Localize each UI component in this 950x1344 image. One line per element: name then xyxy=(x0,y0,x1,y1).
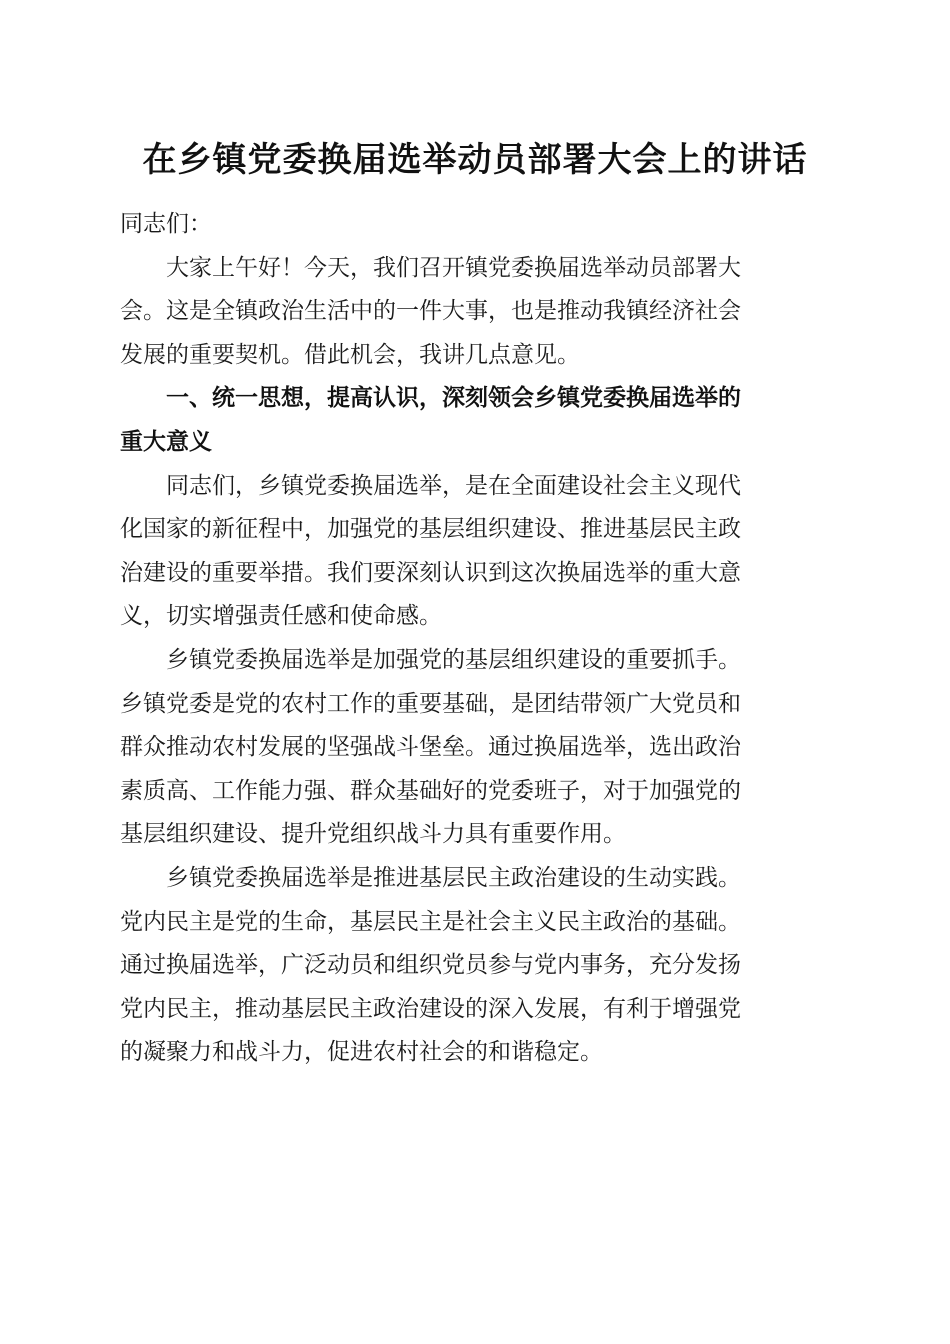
text-line: 党内民主是党的生命，基层民主是社会主义民主政治的基础。 xyxy=(120,908,741,935)
paragraph-democracy xyxy=(120,857,830,1075)
text-line: 治建设的重要举措。我们要深刻认识到这次换届选举的重大意 xyxy=(120,559,741,586)
text-line: 化国家的新征程中，加强党的基层组织建设、推进基层民主政 xyxy=(120,516,741,543)
text-line: 同志们，乡镇党委换届选举，是在全面建设社会主义现代 xyxy=(166,472,741,499)
text-line: 党内民主，推动基层民主政治建设的深入发展，有利于增强党 xyxy=(120,995,741,1022)
paragraph-organization xyxy=(120,639,830,857)
paragraph-significance xyxy=(120,465,830,639)
text-line: 乡镇党委是党的农村工作的重要基础，是团结带领广大党员和 xyxy=(120,690,741,717)
document-body xyxy=(120,203,830,1075)
text-line: 大家上午好！今天，我们召开镇党委换届选举动员部署大 xyxy=(166,254,741,281)
text-line: 基层组织建设、提升党组织战斗力具有重要作用。 xyxy=(120,821,626,848)
text-line: 通过换届选举，广泛动员和组织党员参与党内事务，充分发扬 xyxy=(120,952,741,979)
text-line: 会。这是全镇政治生活中的一件大事，也是推动我镇经济社会 xyxy=(120,298,741,325)
heading-line: 一、统一思想，提高认识，深刻领会乡镇党委换届选举的 xyxy=(166,385,741,412)
text-line: 乡镇党委换届选举是推进基层民主政治建设的生动实践。 xyxy=(166,864,741,891)
text-line: 义，切实增强责任感和使命感。 xyxy=(120,603,442,630)
text-line: 素质高、工作能力强、群众基础好的党委班子，对于加强党的 xyxy=(120,777,741,804)
text-line: 群众推动农村发展的坚强战斗堡垒。通过换届选举，选出政治 xyxy=(120,734,741,761)
text-line: 的凝聚力和战斗力，促进农村社会的和谐稳定。 xyxy=(120,1039,603,1066)
section-heading-1 xyxy=(120,377,830,464)
salutation: 同志们： xyxy=(120,211,212,237)
document-title: 在乡镇党委换届选举动员部署大会上的讲话 xyxy=(142,140,808,180)
paragraph-opening xyxy=(120,247,830,378)
heading-line: 重大意义 xyxy=(120,428,212,455)
text-line: 发展的重要契机。借此机会，我讲几点意见。 xyxy=(120,341,580,368)
text-line: 乡镇党委换届选举是加强党的基层组织建设的重要抓手。 xyxy=(166,646,741,673)
